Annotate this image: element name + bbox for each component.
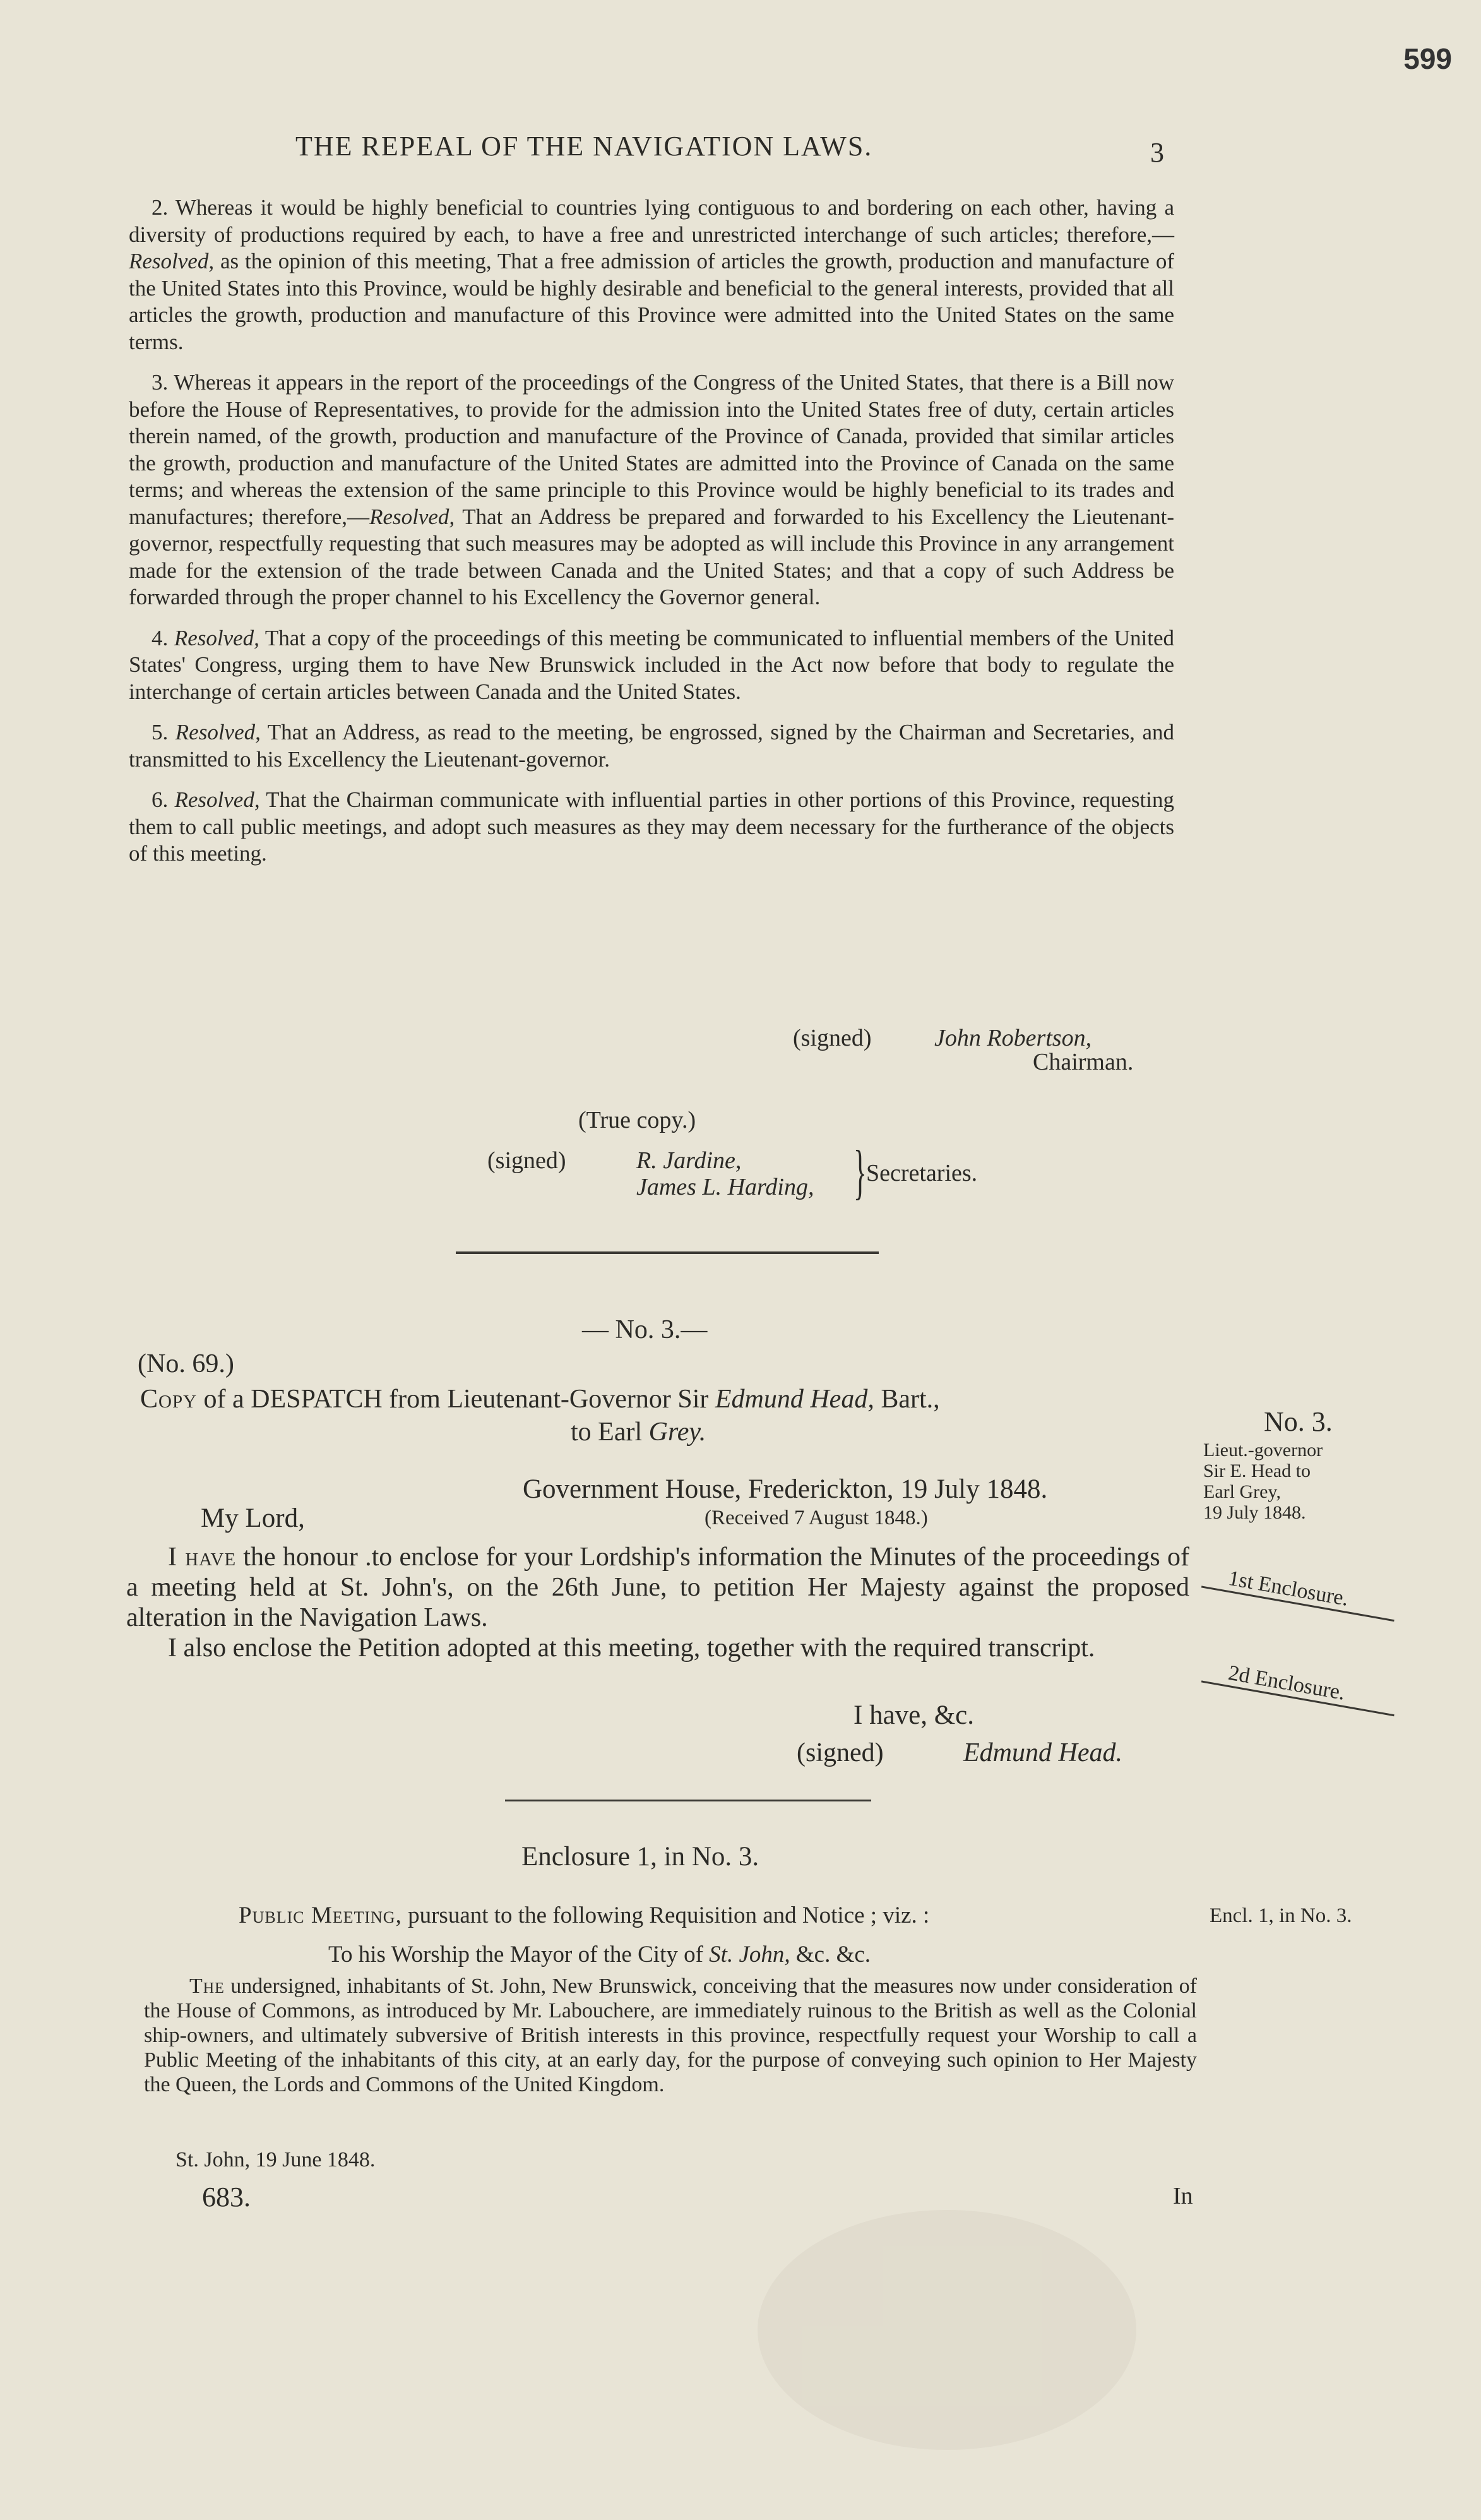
resolved-word: Resolved, [369, 504, 455, 529]
address-text: &c. &c. [790, 1942, 871, 1968]
public-meeting-label: Public Meeting, [239, 1902, 402, 1928]
margin-encl-ref: Encl. 1, in No. 3. [1210, 1904, 1352, 1927]
despatch-signed-label: (signed) [797, 1738, 884, 1767]
secretary-name-1: R. Jardine, [636, 1147, 742, 1174]
closing: I have, &c. [854, 1700, 975, 1730]
margin-line: Sir E. Head to [1203, 1460, 1311, 1481]
secretary-name-2: James L. Harding, [636, 1174, 814, 1200]
resolution-5 [129, 719, 1174, 773]
despatch-paragraph-1 [126, 1542, 1189, 1633]
resolution-number: 6. [152, 787, 175, 812]
resolution-number: 2. [152, 195, 175, 220]
chairman-signed-label: (signed) [793, 1025, 872, 1051]
resolution-number: 3. [152, 370, 174, 395]
despatch-title-line2 [571, 1417, 706, 1447]
resolution-text: That an Address be prepared and forwarded to his Excellency the Lieutenant-governor, respectfully requesting that such measures may be adopted as will include this Province in any arrangement made for the extension of the trade between Canada and the United States; and that a copy of such Address be forwarded through the proper channel to his Excellency the Governor general. [129, 504, 1175, 609]
address-text: To his Worship the Mayor of the City of [328, 1942, 710, 1968]
resolution-6 [129, 787, 1174, 868]
brace-symbol: } [854, 1138, 867, 1205]
resolution-text: That the Chairman communicate with influential parties in other portions of this Province, requesting them to call public meetings, and adopt such measures as they may deem necessary for the furtherance of the objects of this meeting. [129, 787, 1174, 866]
resolution-text: Whereas it would be highly beneficial to countries lying contiguous to and bordering on each other, having a diversity of productions required by each, to have a free and unrestricted interchange of such articles; therefore,— [129, 195, 1174, 247]
public-meeting-line [239, 1902, 929, 1929]
resolved-word: Resolved, [129, 249, 215, 273]
margin-line: Lieut.-governor [1203, 1440, 1323, 1460]
resolved-word: Resolved, [174, 625, 259, 650]
secretaries-signed-label: (signed) [487, 1147, 566, 1174]
paper-stain [758, 2210, 1136, 2450]
received-date: (Received 7 August 1848.) [705, 1507, 928, 1529]
title-text: Bart., [874, 1385, 940, 1414]
running-title: THE REPEAL OF THE NAVIGATION LAWS. [295, 131, 873, 162]
footer-code: 683. [202, 2182, 251, 2212]
despatch-paragraph-2: I also enclose the Petition adopted at this meeting, together with the required transcript. [168, 1633, 1095, 1663]
place-date: Government House, Frederickton, 19 July 1848. [523, 1474, 1048, 1504]
resolution-3 [129, 369, 1174, 611]
section-divider [505, 1800, 871, 1801]
resolution-text: Whereas it appears in the report of the proceedings of the Congress of the United States, that there is a Bill now before the House of Representatives, to provide for the admission into the United States free of duty, certain articles therein named, of the growth, production and manufacture of the Province of Canada, provided that similar articles the growth, production and manufacture of the United States are admitted into the Province of Canada on the same terms; and whereas the extension of the same principle to this Province would be highly beneficial to its trades and manufactures; therefore,— [129, 370, 1174, 529]
margin-enclosure-1 [1201, 1562, 1398, 1621]
despatch-signer: Edmund Head. [963, 1738, 1122, 1767]
resolved-word: Resolved, [175, 720, 261, 744]
resolutions-block [129, 194, 1174, 868]
resolution-2 [129, 194, 1174, 355]
margin-line: 19 July 1848. [1203, 1502, 1306, 1523]
title-text: of a DESPATCH from Lieutenant-Governor Sir [197, 1385, 715, 1414]
address-line [328, 1941, 871, 1968]
copy-word: Copy [140, 1385, 198, 1414]
margin-line: Earl Grey, [1203, 1481, 1281, 1502]
margin-despatch-no: No. 3. [1264, 1406, 1333, 1437]
enclosure-heading: Enclosure 1, in No. 3. [521, 1842, 759, 1872]
salutation: My Lord, [201, 1503, 305, 1533]
despatch-title-line1 [140, 1384, 940, 1414]
enclosure-1-label: 1st Enclosure. [1226, 1566, 1351, 1611]
despatch-body [126, 1542, 1189, 1663]
margin-despatch-desc [1203, 1440, 1323, 1523]
secretaries-title: Secretaries. [866, 1160, 978, 1186]
resolution-number: 4. [152, 625, 174, 650]
enclosure-2-label: 2d Enclosure. [1226, 1661, 1347, 1705]
title-text: to Earl [571, 1418, 649, 1447]
paragraph-text: undersigned, inhabitants of St. John, New Brunswick, conceiving that the measures now under consideration of the House of Commons, as introduced by Mr. Labouchere, are immediately ruinous to the British as well as the Colonial ship-owners, and ultimately subversive of British interests in this province, respectfully request your Worship to call a Public Meeting of the inhabitants of this city, at an early day, for the purpose of conveying such opinion to Her Majesty the Queen, the Lords and Commons of the United Kingdom. [144, 1974, 1197, 2096]
true-copy-label: (True copy.) [578, 1107, 696, 1133]
margin-enclosure-2 [1201, 1657, 1398, 1716]
title-name: Grey. [648, 1418, 706, 1447]
folio-number: 3 [1150, 137, 1164, 168]
resolution-4 [129, 625, 1174, 706]
title-name: Edmund Head, [715, 1385, 874, 1414]
chairman-name: John Robertson, [934, 1025, 1092, 1051]
requisition-body [144, 1974, 1197, 2097]
lead-words: I have [168, 1543, 237, 1572]
paragraph-text: the honour .to enclose for your Lordship's information the Minutes of the proceedings of a meeting held at St. John's, on the 26th June, to petition Her Majesty against the proposed alteration in the Navigation Laws. [126, 1543, 1189, 1632]
resolution-text: That a copy of the proceedings of this meeting be communicated to influential members of the United States' Congress, urging them to have New Brunswick included in the Act now before that body to regulate the interchange of certain articles between Canada and the United States. [129, 625, 1175, 704]
resolved-word: Resolved, [174, 787, 260, 812]
requisition-dateline: St. John, 19 June 1848. [175, 2148, 376, 2171]
despatch-number-heading: — No. 3.— [582, 1315, 708, 1344]
requisition-paragraph [144, 1974, 1197, 2097]
section-divider [456, 1251, 879, 1254]
lead-word: The [189, 1974, 225, 1998]
public-meeting-text: pursuant to the following Requisition and Notice ; viz. : [401, 1902, 930, 1928]
page-number: 599 [1403, 42, 1452, 75]
resolution-text: That an Address, as read to the meeting, be engrossed, signed by the Chairman and Secretaries, and transmitted to his Excellency the Lieutenant-governor. [129, 720, 1174, 772]
resolution-number: 5. [152, 720, 175, 744]
despatch-ref: (No. 69.) [138, 1349, 234, 1378]
footer-catchword: In [1173, 2183, 1193, 2209]
chairman-title: Chairman. [1033, 1049, 1134, 1075]
resolution-text: as the opinion of this meeting, That a free admission of articles the growth, production and manufacture of the United States into this Province, would be highly desirable and beneficial to the general interests, provided that all articles the growth, production and manufacture of this Province were admitted into the United States on the same terms. [129, 249, 1174, 354]
address-city: St. John, [709, 1942, 790, 1968]
